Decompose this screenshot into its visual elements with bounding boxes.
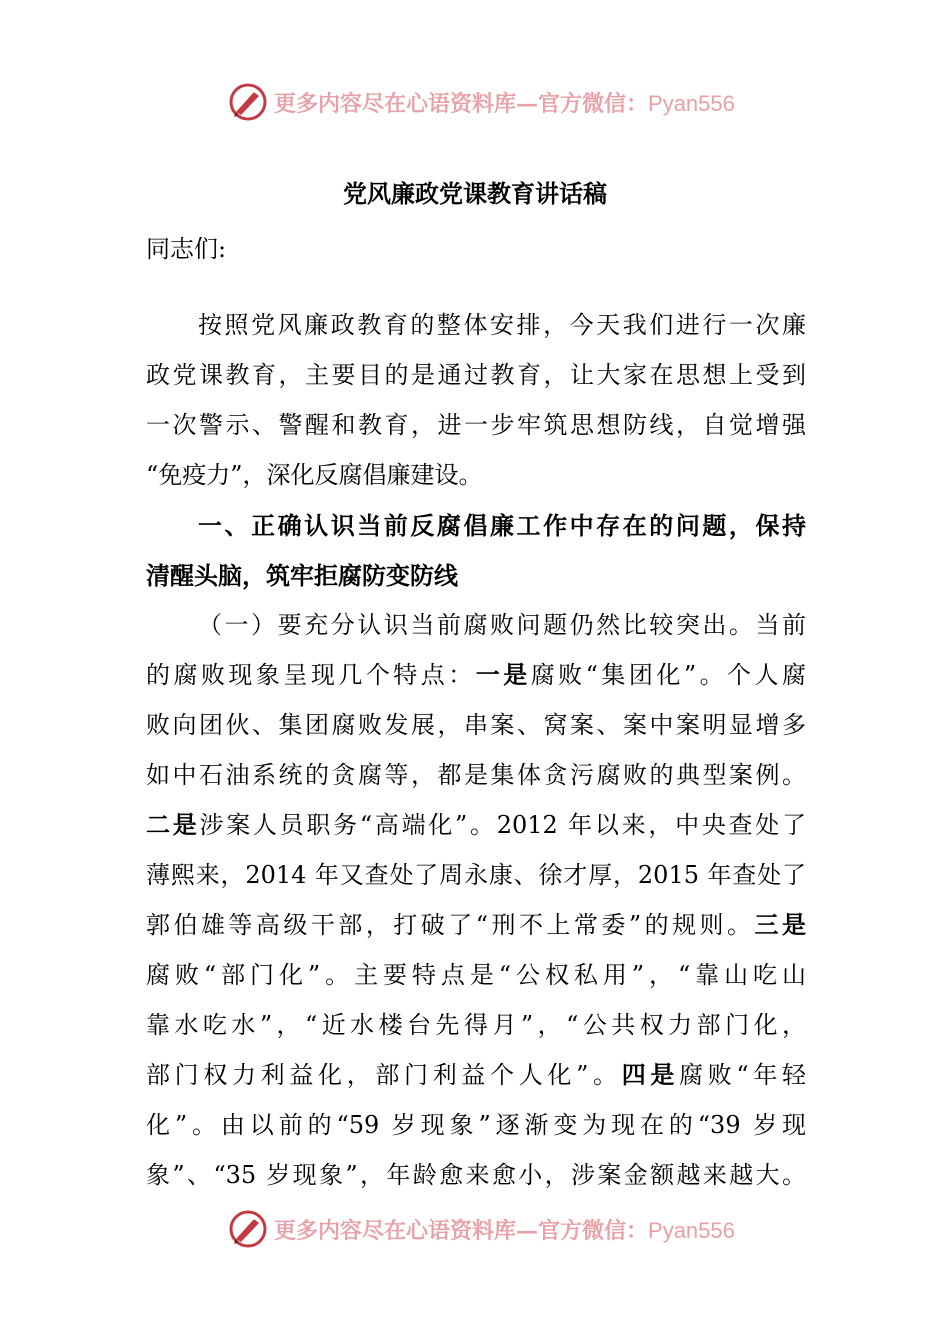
- watermark-id: Pyan556: [648, 90, 735, 116]
- p2-line-7: [146, 905, 806, 940]
- point-three-label: 三是: [754, 911, 806, 939]
- p2-line-10c: 腐败“年轻: [679, 1061, 806, 1089]
- watermark-text: [274, 1214, 735, 1245]
- p2-line-2: [146, 655, 806, 690]
- p2-line-5: [146, 805, 806, 840]
- p2-line-1: （一）要充分认识当前腐败问题仍然比较突出。当前: [198, 611, 806, 639]
- section-heading-line-2: 清醒头脑，筑牢拒腐防变防线: [146, 562, 458, 590]
- p2-line-6: 薄熙来，2014 年又查处了周永康、徐才厚，2015 年查处了: [146, 861, 806, 889]
- pen-logo-icon: [228, 1209, 268, 1249]
- p2-line-10a: 部门权力利益化，部门利益个人化”。: [146, 1061, 622, 1089]
- p2-line-2a: 的腐败现象呈现几个特点：: [146, 661, 476, 689]
- section-heading-line-1: 一、正确认识当前反腐倡廉工作中存在的问题，保持: [198, 512, 806, 540]
- point-two-label: 二是: [146, 811, 200, 839]
- page-title: 党风廉政党课教育讲话稿: [343, 180, 607, 208]
- watermark-id: Pyan556: [648, 1217, 735, 1243]
- p2-line-10: [146, 1055, 806, 1090]
- p1-line-1: 按照党风廉政教育的整体安排，今天我们进行一次廉: [198, 311, 806, 339]
- p1-line-4: “免疫力”，深化反腐倡廉建设。: [146, 461, 483, 489]
- p2-line-9: 靠水吃水”，“近水楼台先得月”，“公共权力部门化，: [146, 1011, 806, 1039]
- p2-line-8: 腐败“部门化”。主要特点是“公权私用”，“靠山吃山: [146, 961, 806, 989]
- watermark-cn: 更多内容尽在心语资料库—官方微信：: [274, 1217, 649, 1244]
- pen-logo-icon: [228, 82, 268, 122]
- p2-line-4: 如中石油系统的贪腐等，都是集体贪污腐败的典型案例。: [146, 761, 806, 789]
- p2-line-11: 化”。由以前的“59 岁现象”逐渐变为现在的“39 岁现: [146, 1111, 806, 1139]
- watermark-text: [274, 87, 735, 118]
- watermark-banner-top: [228, 82, 735, 122]
- watermark-banner-bottom: [228, 1209, 735, 1249]
- watermark-cn: 更多内容尽在心语资料库—官方微信：: [274, 90, 649, 117]
- p2-line-5b: 涉案人员职务“高端化”。2012 年以来，中央查处了: [199, 811, 807, 839]
- p2-line-12: 象”、“35 岁现象”，年龄愈来愈小，涉案金额越来越大。: [146, 1161, 806, 1189]
- p1-line-2: 政党课教育，主要目的是通过教育，让大家在思想上受到: [146, 361, 806, 389]
- p2-line-3: 败向团伙、集团腐败发展，串案、窝案、案中案明显增多: [146, 711, 806, 739]
- p2-line-7a: 郭伯雄等高级干部，打破了“刑不上常委”的规则。: [146, 911, 755, 939]
- greeting: 同志们:: [146, 235, 227, 263]
- p2-line-2c: 腐败“集团化”。个人腐: [530, 661, 807, 689]
- point-one-label: 一是: [475, 661, 531, 689]
- p1-line-3: 一次警示、警醒和教育，进一步牢筑思想防线，自觉增强: [146, 411, 806, 439]
- point-four-label: 四是: [621, 1061, 680, 1089]
